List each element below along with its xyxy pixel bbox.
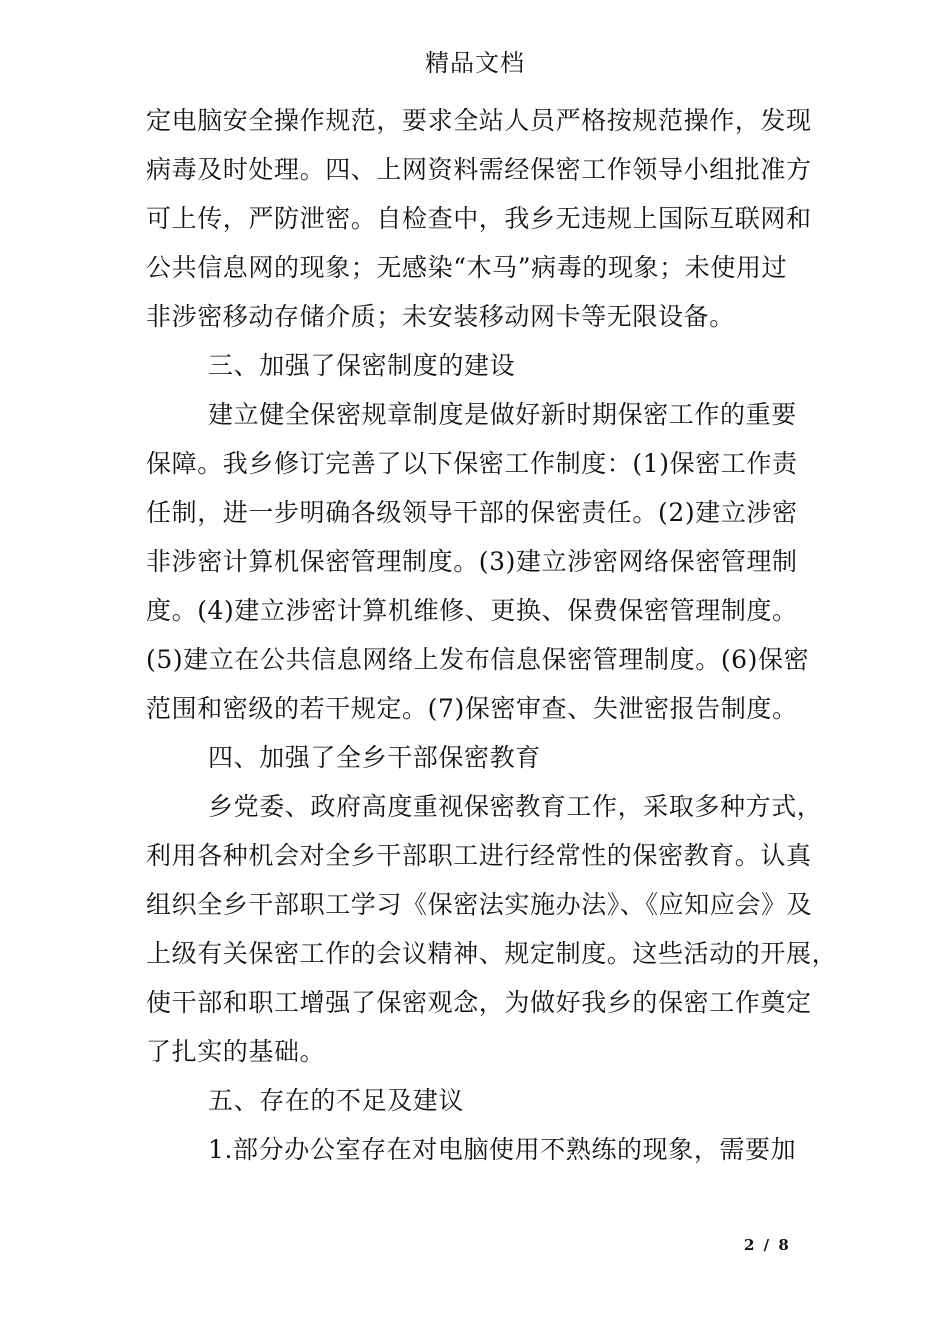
text-line: 非涉密计算机保密管理制度。(3)建立涉密网络保密管理制: [146, 547, 798, 576]
page-number: 2 / 8: [744, 1236, 791, 1254]
text-line: (5)建立在公共信息网络上发布信息保密管理制度。(6)保密: [146, 645, 810, 674]
text-line: 建立健全保密规章制度是做好新时期保密工作的重要: [208, 400, 797, 429]
text-line: 四、加强了全乡干部保密教育: [208, 743, 541, 772]
text-line: 乡党委、政府高度重视保密教育工作，采取多种方式，: [208, 792, 823, 821]
text-line: 保障。我乡修订完善了以下保密工作制度：(1)保密工作责: [146, 449, 798, 478]
text-line: 非涉密移动存储介质；未安装移动网卡等无限设备。: [146, 302, 735, 331]
text-line: 可上传，严防泄密。自检查中，我乡无违规上国际互联网和: [146, 204, 812, 233]
document-body: [146, 96, 838, 1174]
text-line: 1.部分办公室存在对电脑使用不熟练的现象，需要加: [208, 1135, 797, 1164]
text-line: 度。(4)建立涉密计算机维修、更换、保费保密管理制度。: [146, 596, 798, 625]
text-line: 公共信息网的现象；无感染“木马”病毒的现象；未使用过: [146, 253, 788, 282]
text-line: 利用各种机会对全乡干部职工进行经常性的保密教育。认真: [146, 841, 812, 870]
text-line: 三、加强了保密制度的建设: [208, 351, 516, 380]
text-line: 组织全乡干部职工学习《保密法实施办法》、《应知应会》及: [146, 890, 813, 919]
page-header-title: 精品文档: [425, 49, 525, 77]
text-line: 使干部和职工增强了保密观念，为做好我乡的保密工作奠定: [146, 988, 812, 1017]
text-line: 范围和密级的若干规定。(7)保密审查、失泄密报告制度。: [146, 694, 798, 723]
text-line: 任制，进一步明确各级领导干部的保密责任。(2)建立涉密: [146, 498, 798, 527]
text-line: 了扎实的基础。: [146, 1037, 326, 1066]
text-line: 定电脑安全操作规范，要求全站人员严格按规范操作，发现: [146, 106, 812, 135]
text-line: 五、存在的不足及建议: [208, 1086, 465, 1115]
text-line: 病毒及时处理。四、上网资料需经保密工作领导小组批准方: [146, 155, 812, 184]
text-line: 上级有关保密工作的会议精神、规定制度。这些活动的开展，: [146, 939, 838, 968]
